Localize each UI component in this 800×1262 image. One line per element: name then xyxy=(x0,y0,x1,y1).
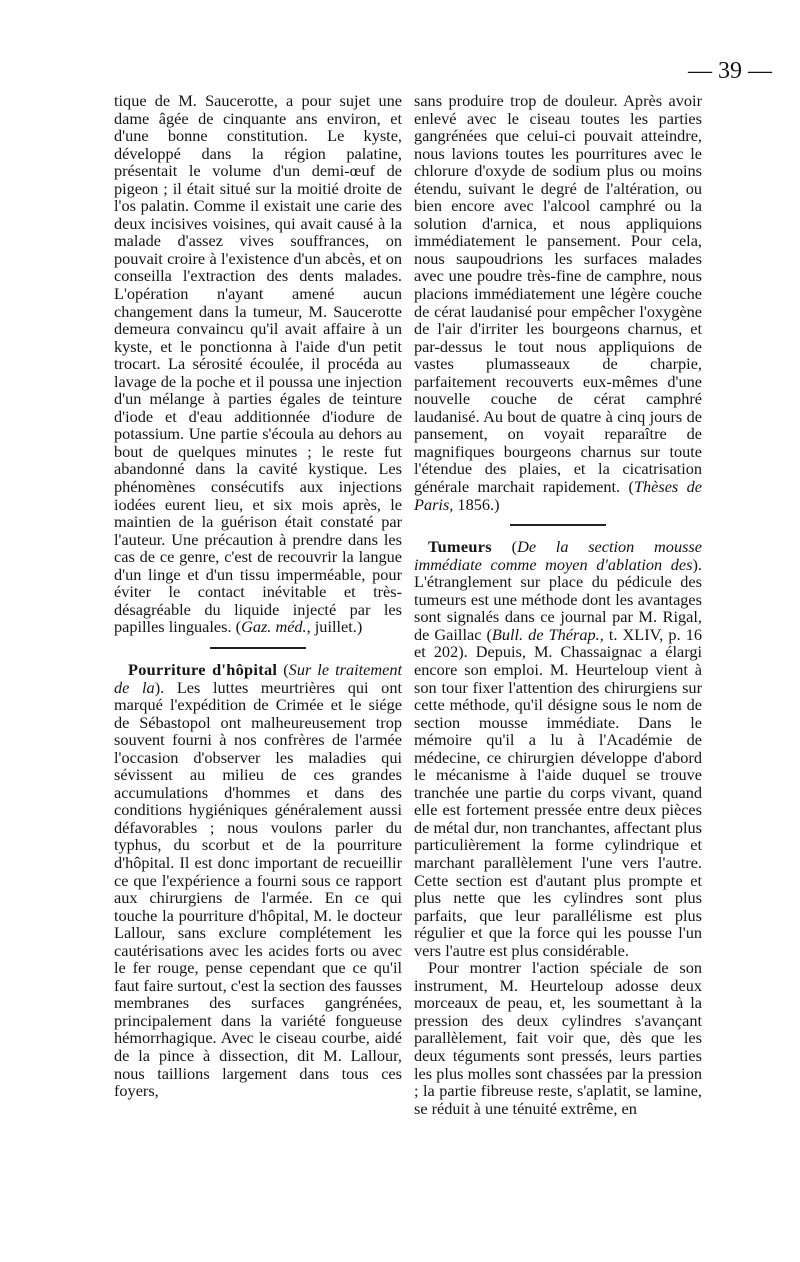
page-number: — 39 — xyxy=(688,58,772,84)
citation: Bull. de Thérap., xyxy=(491,624,604,644)
section-hospital-gangrene: Pourriture d'hôpital (Sur le traitement de la). Les luttes meurtrières qui ont marqué l'expédition de Crimée et le siége de Sébastopol ont malheureusement trop souvent fourni à nos confrères de l'armée l'occasion d'observer les maladies qui sévissent au milieu de ces grandes accumulations d'hommes et dans des conditions hygiéniques généralement aussi défavorables ; nous voulons parler du typhus, du scorbut et de la pourriture d'hôpital. Il est donc important de recueillir ce que l'expérience a fourni sous ce rapport aux chirurgiens de l'armée. En ce qui touche la pourriture d'hôpital, M. le docteur Lallour, sans exclure complétement les cautérisations avec les acides forts ou avec le fer rouge, pense cependant que ce qu'il faut faire surtout, c'est la section des fausses membranes des surfaces gangrénées, principalement dans la variété fongueuse hémorrhagique. Avec le ciseau courbe, aidé de la pince à dissection, dit M. Lallour, nous taillions largement dans tous ces foyers, xyxy=(114,659,402,1101)
right-paragraph-1: sans produire trop de douleur. Après avoir enlevé avec le ciseau toutes les parties gangrénées que celui-ci pouvait atteindre, nous lavions toutes les pourritures avec le chlorure d'oxyde de sodium plus ou moins étendu, suivant le degré de l'altération, ou bien encore avec l'alcool camphré ou la solution d'arnica, et nous appliquions immédiatement le pansement. Pour cela, nous saupoudrions les surfaces malades avec une poudre très-fine de camphre, nous placions immédiatement une légère couche de cérat laudanisé pour empêcher l'oxygène de l'air d'irriter les bourgeons charnus, et par-dessus le tout nous appliquions de vastes plumasseaux de charpie, parfaitement recouverts eux-mêmes d'une nouvelle couche de cérat camphré laudanisé. Au bout de quatre à cinq jours de pansement, on voyait reparaître de magnifiques bourgeons charnus sur toute l'étendue des plaies, et la cicatrisation générale marchait rapidement. (Thèses de Paris, 1856.) xyxy=(414,91,702,514)
citation: Thèses de Paris, xyxy=(414,477,702,514)
left-column xyxy=(114,92,402,1100)
section-heading: Pourriture d'hôpital xyxy=(128,659,278,679)
right-paragraph-3: Pour montrer l'action spéciale de son instrument, M. Heurteloup adosse deux morceaux de peau, et, les soumettant à la pression des deux cylindres s'avançant parallèlement, fait voir que, dès que les deux téguments sont pressés, leurs parties les plus molles sont chassées par la pression ; la partie fibreuse reste, s'aplatit, se lamine, se réduit à une ténuité extrême, en xyxy=(414,958,702,1118)
section-subheading: De la section mousse immédiate comme moyen d'ablation des xyxy=(414,537,702,574)
section-divider xyxy=(510,524,606,526)
section-subheading: Sur le traitement de la xyxy=(114,659,402,697)
right-column xyxy=(414,92,702,1117)
section-tumors: Tumeurs (De la section mousse immédiate comme moyen d'ablation des). L'étranglement sur place du pédicule des tumeurs est une méthode dont les avantages sont signalés dans ce journal par M. Rigal, de Gaillac (Bull. de Thérap., t. XLIV, p. 16 et 202). Depuis, M. Chassaignac a élargi encore son emploi. M. Heurteloup vient à son tour fixer l'attention des chirurgiens sur cette méthode, qu'il désigne sous le nom de section mousse immédiate. Dans le mémoire qu'il a lu à l'Académie de médecine, ce chirurgien développe d'abord le mécanisme à l'aide duquel se trouve tranchée une partie du corps vivant, quand elle est fortement pressée entre deux pièces de métal dur, non tranchantes, affectant plus particulièrement la forme cylindrique et marchant parallèlement l'une vers l'autre. Cette section est d'autant plus prompte et plus nette que les cylindres sont plus parfaits, que leur parallélisme est plus régulier et que la force qui les pousse l'un vers l'autre est plus considérable. xyxy=(414,537,702,960)
left-paragraph-1: tique de M. Saucerotte, a pour sujet une dame âgée de cinquante ans environ, et d'une bonne constitution. Le kyste, développé dans la région palatine, présentait le volume d'un demi-œuf de pigeon ; il était situé sur la moitié droite de l'os palatin. Comme il existait une carie des deux incisives voisines, qui avait causé à la malade d'assez vives souffrances, on pouvait croire à l'existence d'un abcès, et on conseilla l'extraction des dents malades. L'opération n'ayant amené aucun changement dans la tumeur, M. Saucerotte demeura convaincu qu'il avait affaire à un kyste, et le ponctionna à l'aide d'un petit trocart. La sérosité écoulée, il procéda au lavage de la poche et il poussa une injection d'un mélange à parties égales de teinture d'iode et d'eau additionnée d'iodure de potassium. Une partie s'écoula au dehors au bout de quelques minutes ; le reste fut abandonné dans la cavité kystique. Les phénomènes consécutifs aux injections iodées eurent lieu, et six mois après, le maintien de la guérison était constaté par l'auteur. Une précaution à prendre dans les cas de ce genre, c'est de recouvrir la langue d'un linge et d'un tissu imperméable, pour éviter le contact inévitable et très-désagréable du liquide injecté par les papilles linguales. (Gaz. méd., juillet.) xyxy=(114,91,402,637)
section-divider xyxy=(210,647,306,649)
citation: Gaz. méd. xyxy=(241,617,307,637)
section-heading: Tumeurs xyxy=(428,537,492,557)
